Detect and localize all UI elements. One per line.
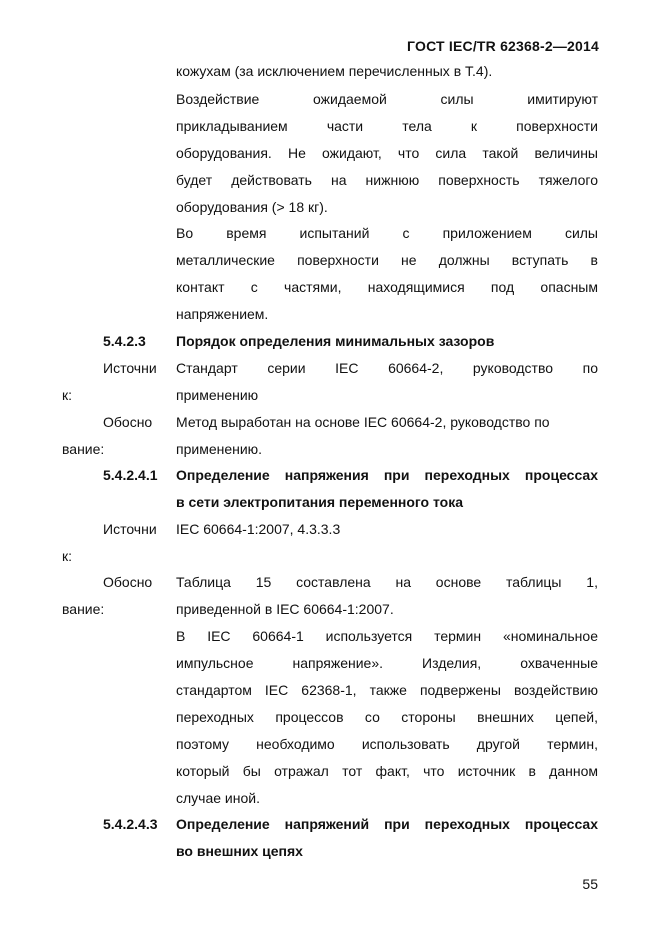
basis-label: Обосно <box>103 414 153 430</box>
section-title: Порядок определения минимальных зазоров <box>176 333 495 349</box>
basis-text <box>176 409 598 463</box>
paragraph-line: приведенной в IEC 60664-1:2007. <box>176 601 394 617</box>
section-title <box>176 811 598 865</box>
source-label: Источни <box>103 521 157 537</box>
section-title-line: Определение напряжений при переходных процессах <box>176 816 598 832</box>
paragraph-line: применению <box>176 387 259 403</box>
paragraph-line: металлические поверхности не должны вступать в <box>176 252 598 268</box>
section-title <box>176 462 598 516</box>
paragraph-metal-surfaces <box>176 220 598 328</box>
section-title-line: во внешних цепях <box>176 843 303 859</box>
paragraph-line: стандартом IEC 62368-1, также подвержены воздействию <box>176 682 598 698</box>
paragraph-line: поэтому необходимо использовать другой термин, <box>176 736 598 752</box>
source-label: к: <box>62 548 73 564</box>
paragraph-line: переходных процессов со стороны внешних цепей, <box>176 709 598 725</box>
paragraph-line: будет действовать на нижнюю поверхность тяжелого <box>176 172 598 188</box>
source-text: IEC 60664-1:2007, 4.3.3.3 <box>176 521 341 537</box>
paragraph-line: Воздействие ожидаемой силы имитируют <box>176 91 598 107</box>
paragraph-line: оборудования (> 18 кг). <box>176 199 328 215</box>
basis-text <box>176 569 598 623</box>
paragraph-line: применению. <box>176 441 263 457</box>
section-title-line: в сети электропитания переменного тока <box>176 494 464 510</box>
basis-label: Обосно <box>103 574 153 590</box>
section-number: 5.4.2.3 <box>103 333 146 349</box>
paragraph-line: прикладыванием части тела к поверхности <box>176 118 598 134</box>
paragraph-line: напряжением. <box>176 306 269 322</box>
paragraph-line: который бы отражал тот факт, что источник в данном <box>176 763 598 779</box>
paragraph-line: Стандарт серии IEC 60664-2, руководство по <box>176 360 598 376</box>
paragraph-line: Во время испытаний с приложением силы <box>176 225 598 241</box>
paragraph-line: Метод выработан на основе IEC 60664-2, руководство по <box>176 414 550 430</box>
paragraph-line: кожухам (за исключением перечисленных в Т.4). <box>176 63 493 79</box>
paragraph-line: случае иной. <box>176 790 260 806</box>
section-title-line: Определение напряжения при переходных процессах <box>176 467 598 483</box>
source-label: к: <box>62 387 73 403</box>
page-number: 55 <box>582 876 598 892</box>
section-number: 5.4.2.4.3 <box>103 816 158 832</box>
basis-label: вание: <box>62 601 105 617</box>
source-text <box>176 355 598 409</box>
source-label: Источни <box>103 360 157 376</box>
section-number: 5.4.2.4.1 <box>103 467 158 483</box>
paragraph-line: оборудования. Не ожидают, что сила такой величины <box>176 145 598 161</box>
paragraph-line: импульсное напряжение». Изделия, охваченные <box>176 655 598 671</box>
paragraph-line: контакт с частями, находящимися под опасным <box>176 279 598 295</box>
paragraph-line: В IEC 60664-1 используется термин «номинальное <box>176 628 598 644</box>
paragraph-force-simulation <box>176 86 598 221</box>
document-header: ГОСТ IEC/TR 62368-2—2014 <box>407 38 599 54</box>
paragraph-line: Таблица 15 составлена на основе таблицы 1, <box>176 574 598 590</box>
paragraph-rated-impulse <box>176 623 598 812</box>
basis-label: вание: <box>62 441 105 457</box>
